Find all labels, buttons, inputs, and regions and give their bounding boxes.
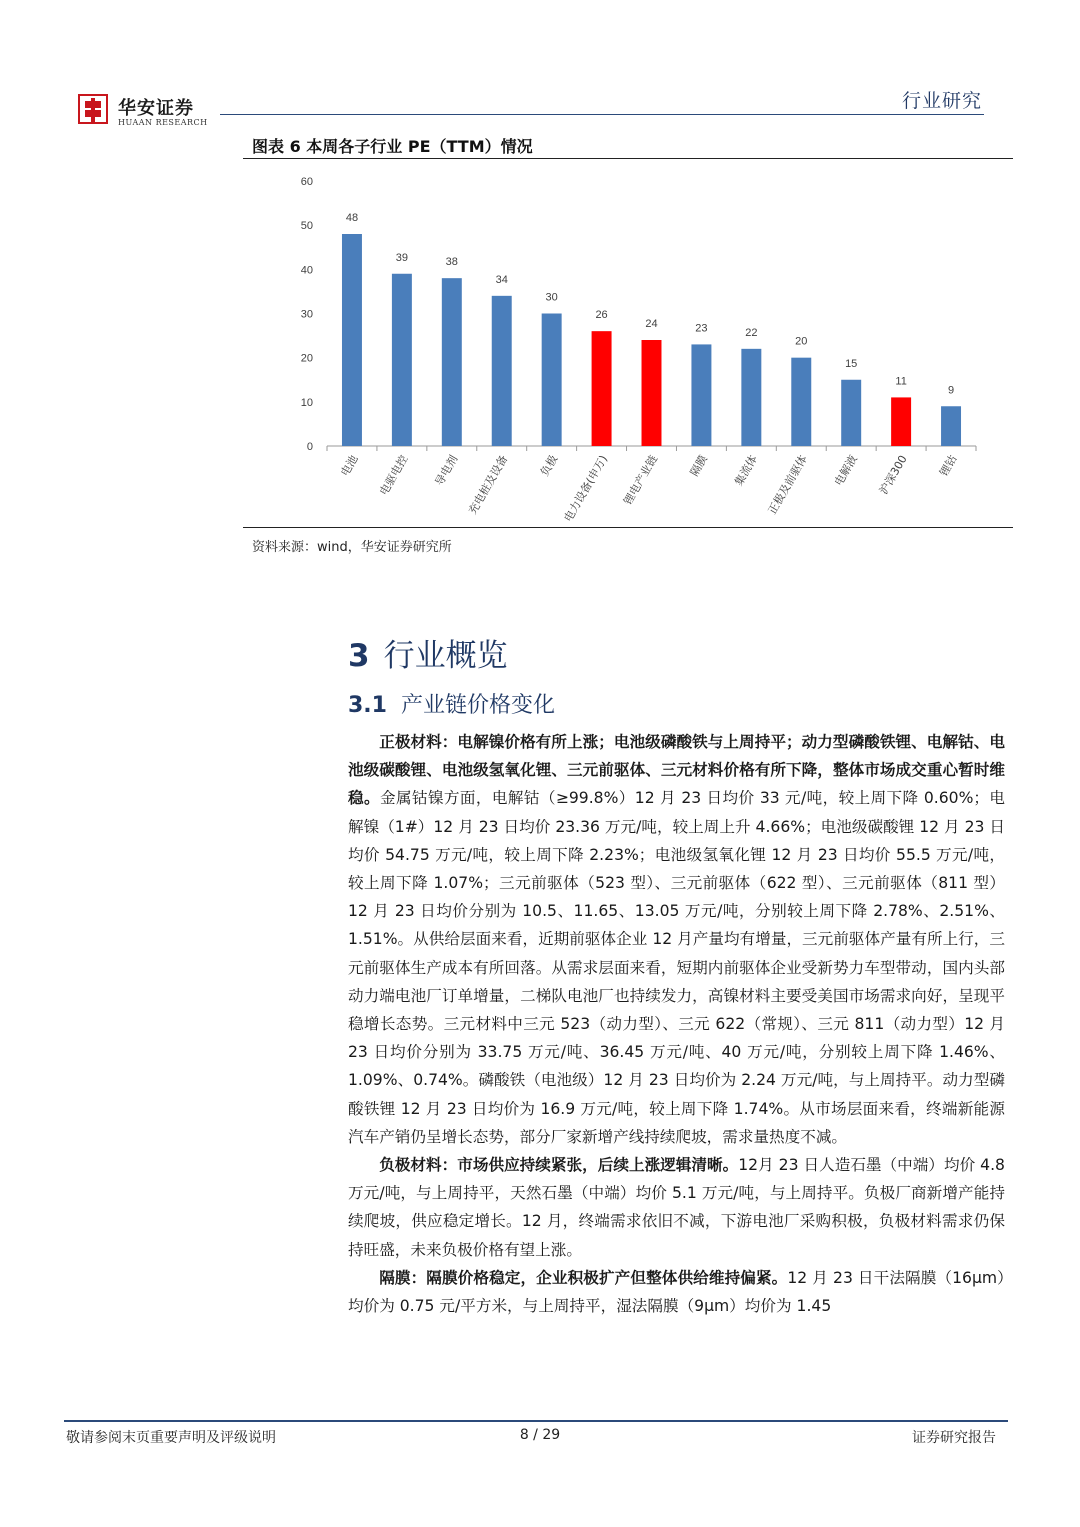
- logo-mark-icon: [78, 94, 108, 124]
- footer-rule: [64, 1420, 1008, 1422]
- category-label: 锂钴: [937, 453, 960, 479]
- logo-text-cn: 华安证券: [118, 98, 194, 119]
- category-label: 电力设备(申万): [561, 453, 611, 525]
- paragraph-text: 金属钴镍方面，电解钴（≥99.8%）12 月 23 日均价 33 元/吨，较上周下降 0.60%；电解镍（1#）12 月 23 日均价 23.36 万元/吨，较上周上升 4.66%；电池级碳酸锂 12 月 23 日均价 54.75 万元/吨，较上周下降 2.23%；电池级氢氧化锂 12 月 23 日均价 55.5 万元/吨，较上周下降 1.07%；三元前驱体（523 型）、三元前驱体（622 型）、三元前驱体（811 型）12 月 23 日均价分别为 10.5、11.65、13.05 万元/吨，分别较上周下降 2.78%、2.51%、1.51%。从供给层面来看，近期前驱体企业 12 月产量均有增量，三元前驱体产量有所上行，三元前驱体生产成本有所回落。从需求层面来看，短期内前驱体企业受新势力车型带动，国内头部动力端电池厂订单增量，二梯队电池厂也持续发力，高镍材料主要受美国市场需求向好，呈现平稳增长态势。三元材料中三元 523（动力型）、三元 622（常规）、三元 811（动力型）12 月 23 日均价分别为 33.75 万元/吨、36.45 万元/吨、40 万元/吨，分别较上周下降 1.46%、1.09%、0.74%。磷酸铁（电池级）12 月 23 日均价为 2.24 万元/吨，与上周持平。动力型磷酸铁锂 12 月 23 日均价为 16.9 万元/吨，较上周下降 1.74%。从市场层面来看，终端新能源汽车产销仍呈增长态势，部分厂家新增产线持续爬坡，需求量热度不减。: [348, 789, 1005, 1146]
- header-rule: [220, 114, 984, 115]
- bar-沪深300: [891, 397, 911, 446]
- bar-导电剂: [442, 278, 462, 446]
- bar-电驱电控: [392, 274, 412, 446]
- figure-rule-bottom: [243, 527, 1013, 528]
- logo-text-en: HUAAN RESEARCH: [118, 118, 208, 127]
- y-tick-label: 20: [300, 352, 313, 365]
- figure-title: 图表 6 本周各子行业 PE（TTM）情况: [252, 137, 533, 156]
- footer-disclaimer: 敬请参阅末页重要声明及评级说明: [66, 1430, 276, 1446]
- subsection-number: 3.1: [348, 693, 387, 718]
- data-label: 26: [595, 309, 608, 322]
- y-tick-label: 10: [300, 396, 313, 409]
- y-tick-label: 60: [300, 176, 313, 188]
- y-tick-label: 30: [300, 308, 313, 321]
- bar-充电桩及设备: [492, 296, 512, 446]
- bar-锂钴: [941, 406, 961, 446]
- category-label: 电驱电控: [377, 453, 411, 498]
- data-label: 20: [795, 335, 808, 348]
- data-label: 34: [495, 273, 508, 286]
- page-number: 8 / 29: [519, 1427, 561, 1443]
- data-label: 30: [545, 291, 558, 304]
- y-tick-label: 0: [306, 441, 313, 453]
- company-logo: [78, 92, 210, 132]
- data-label: 9: [947, 384, 955, 397]
- bar-正极及前驱体: [791, 358, 811, 446]
- body-text: [348, 728, 1005, 1320]
- category-label: 导电剂: [432, 453, 461, 489]
- y-tick-label: 50: [300, 220, 313, 233]
- figure-rule-top: [243, 158, 1013, 159]
- category-label: 电解液: [832, 453, 860, 489]
- figure-source: 资料来源：wind，华安证券研究所: [252, 540, 452, 555]
- bar-锂电产业链: [642, 340, 662, 446]
- pe-bar-chart: [243, 160, 1013, 526]
- data-label: 15: [845, 357, 858, 370]
- bar-电池: [342, 234, 362, 446]
- category-label: 正极及前驱体: [765, 453, 810, 517]
- bar-电解液: [841, 380, 861, 446]
- paragraph-cathode: [348, 728, 1005, 1151]
- category-label: 集流体: [732, 453, 760, 489]
- data-label: 22: [745, 326, 758, 339]
- bar-集流体: [741, 349, 761, 446]
- paragraph-text: 12月 23 日人造石墨（中端）均价 4.8 万元/吨，与上周持平，天然石墨（中端）均价 5.1 万元/吨，与上周持平。负极厂商新增产能持续爬坡，供应稳定增长。12 月，终端需求依旧不减，下游电池厂采购积极，负极材料需求仍保持旺盛，未来负极价格有望上涨。: [348, 1156, 1005, 1259]
- paragraph-separator: [348, 1264, 1005, 1320]
- header-section-title: 行业研究: [901, 90, 982, 112]
- subsection-heading-3-1: [348, 688, 555, 719]
- data-label: 48: [345, 212, 359, 224]
- category-label: 隔膜: [687, 453, 711, 479]
- paragraph-text: 12 月 23 日干法隔膜（16μm）均价为 0.75 元/平方米，与上周持平，湿法隔膜（9μm）均价为 1.45: [348, 1268, 1005, 1316]
- data-label: 23: [695, 322, 708, 335]
- paragraph-lead: 隔膜：隔膜价格稳定，企业积极扩产但整体供给维持偏紧。: [379, 1268, 788, 1287]
- paragraph-lead: 正极材料：电解镍价格有所上涨；电池级磷酸铁与上周持平；动力型磷酸铁锂、电解钴、电池级碳酸锂、电池级氢氧化锂、三元前驱体、三元材料价格有所下降，整体市场成交重心暂时维稳。: [348, 733, 1005, 808]
- bar-负极: [542, 314, 562, 447]
- data-label: 24: [645, 318, 658, 330]
- section-title: 行业概览: [383, 638, 508, 674]
- category-label: 负极: [537, 453, 561, 479]
- bar-电力设备(申万): [592, 331, 612, 446]
- paragraph-lead: 负极材料：市场供应持续紧张，后续上涨逻辑清晰。: [379, 1156, 739, 1175]
- category-label: 锂电产业链: [621, 453, 661, 508]
- category-label: 充电桩及设备: [466, 453, 511, 517]
- data-label: 38: [445, 256, 458, 269]
- bar-隔膜: [691, 344, 711, 446]
- category-label: 电池: [338, 453, 361, 479]
- subsection-title: 产业链价格变化: [400, 693, 555, 718]
- footer-report-type: 证券研究报告: [912, 1430, 996, 1446]
- section-heading-3: [348, 630, 508, 675]
- data-label: 11: [895, 375, 907, 388]
- data-label: 39: [395, 251, 409, 264]
- paragraph-anode: [348, 1151, 1005, 1264]
- y-tick-label: 40: [300, 264, 313, 277]
- category-label: 沪深300: [876, 453, 910, 497]
- section-number: 3: [348, 638, 370, 674]
